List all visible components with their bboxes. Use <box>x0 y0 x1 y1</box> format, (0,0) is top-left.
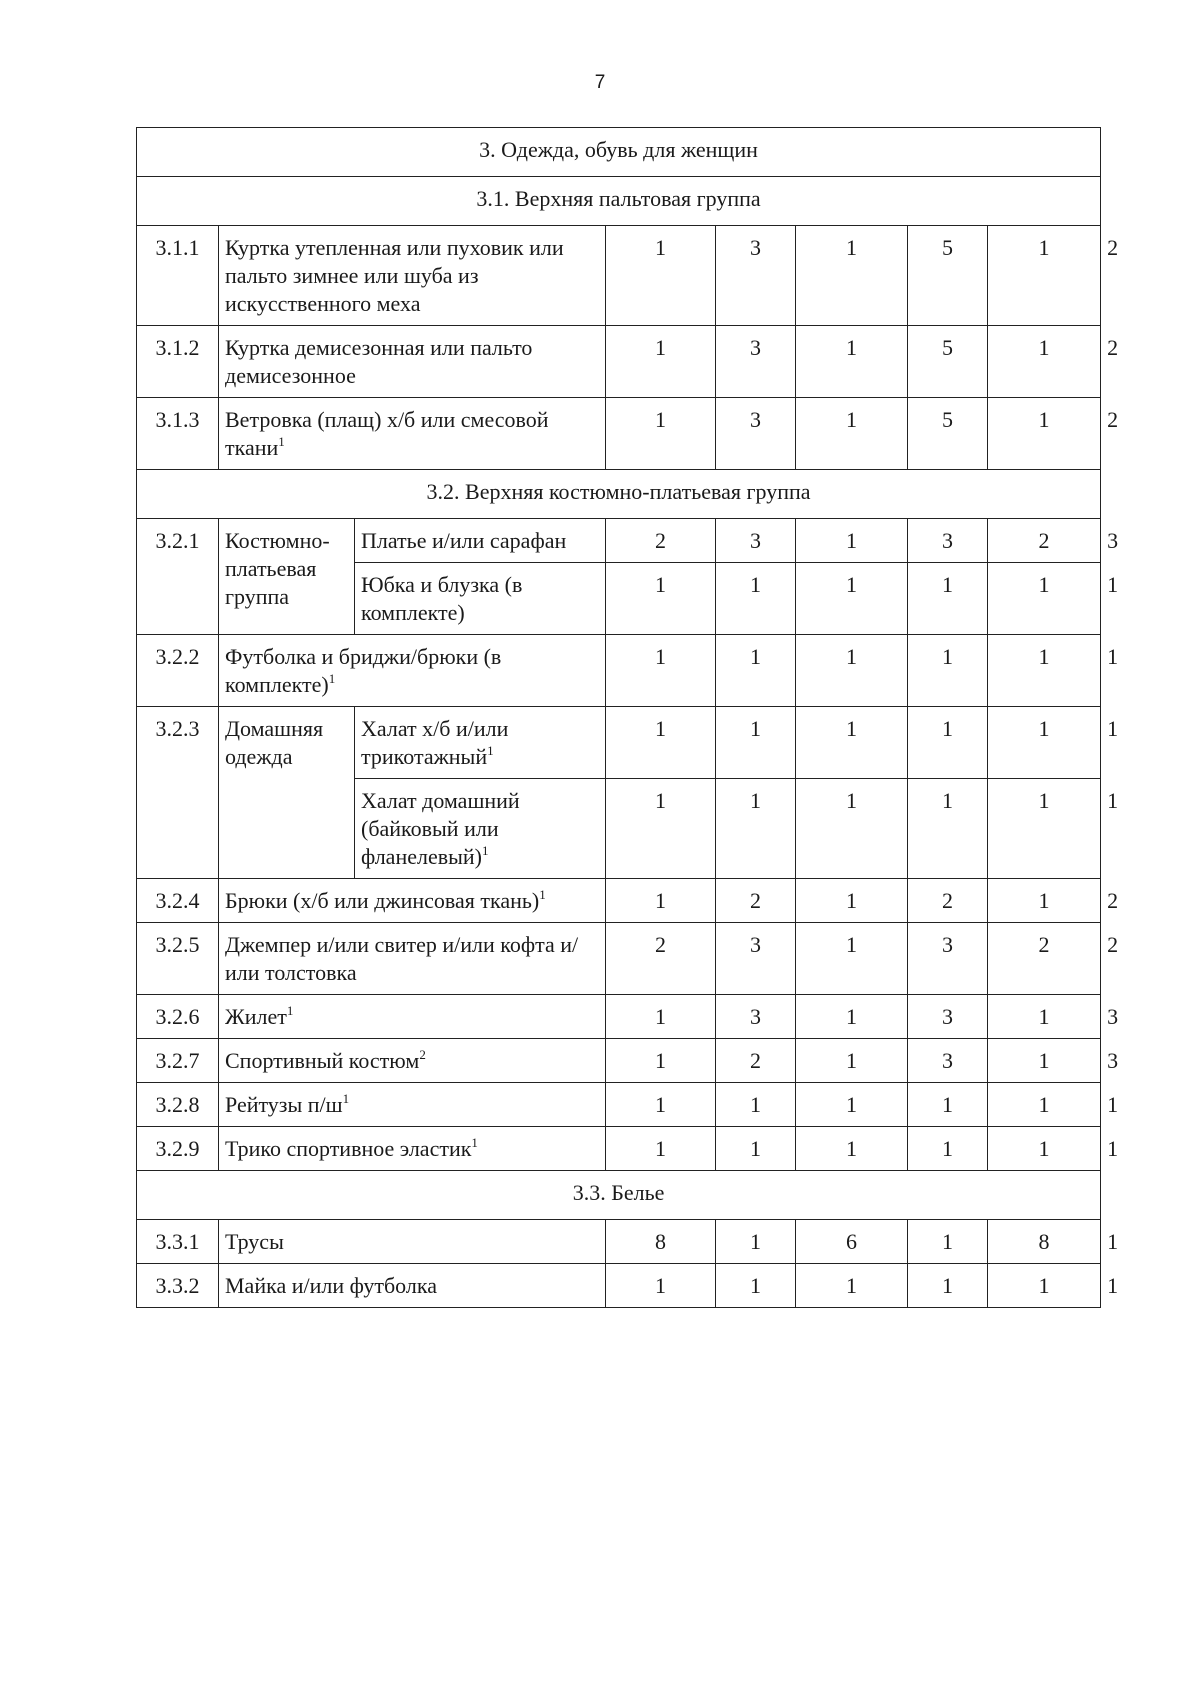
quantity-cell: 1 <box>606 563 716 635</box>
quantity-cell: 1 <box>606 635 716 707</box>
quantity-cell: 3 <box>716 995 796 1039</box>
quantity-cell: 1 <box>716 1264 796 1308</box>
quantity-cell: 3 <box>908 1039 988 1083</box>
item-name <box>219 226 606 326</box>
page-number: 7 <box>594 72 606 93</box>
item-code: 3.2.6 <box>137 995 219 1039</box>
quantity-cell: 1 <box>796 995 908 1039</box>
item-code: 3.1.1 <box>137 226 219 326</box>
quantity-cell: 1 <box>796 779 908 879</box>
item-name <box>355 707 606 779</box>
item-name <box>355 563 606 635</box>
quantity-cell: 1 <box>606 226 716 326</box>
item-name-text: Трусы <box>225 1229 284 1254</box>
quantity-cell: 1 <box>796 226 908 326</box>
quantity-cell: 3 <box>716 519 796 563</box>
quantity-cell: 1 <box>908 779 988 879</box>
item-name-text: Халат домашний (байковый или фланелевый) <box>361 788 520 869</box>
table-row: 3.2.8 Рейтузы п/ш$^1$ 1 1 1 1 1 1 <box>137 1083 1101 1127</box>
quantity-cell: 1 <box>988 563 1101 635</box>
quantity-cell: 1 <box>606 398 716 470</box>
item-name <box>219 1264 606 1308</box>
quantity-cell: 1 <box>796 398 908 470</box>
item-name-text: Юбка и блузка (в комплекте) <box>361 572 523 625</box>
quantity-cell: 1 <box>908 1083 988 1127</box>
item-code: 3.2.8 <box>137 1083 219 1127</box>
quantity-cell: 1 <box>988 326 1101 398</box>
table-row: 3.1.1 Куртка утепленная или пуховик или пальто зимнее или шуба из искусственного меха 1 3 1 5 1 2 <box>137 226 1101 326</box>
quantity-cell: 1 <box>988 635 1101 707</box>
item-name-text: Платье и/или сарафан <box>361 528 567 553</box>
quantity-cell: 1 <box>606 1039 716 1083</box>
quantity-cell: 3 <box>716 326 796 398</box>
quantity-cell: 1 <box>908 1220 988 1264</box>
item-name-text: Футболка и бриджи/брюки (в комплекте) <box>225 644 502 697</box>
table-row: 3.1.2 Куртка демисезонная или пальто демисезонное 1 3 1 5 1 2 <box>137 326 1101 398</box>
quantity-cell: 1 <box>988 779 1101 879</box>
quantity-cell: 1 <box>908 563 988 635</box>
item-name <box>219 923 606 995</box>
footnote-marker: 2 <box>419 1047 426 1062</box>
item-name <box>219 398 606 470</box>
item-name <box>219 326 606 398</box>
quantity-cell: 1 <box>988 226 1101 326</box>
table-row: 3.1.3 Ветровка (плащ) х/б или смесовой ткани$^1$ 1 3 1 5 1 2 <box>137 398 1101 470</box>
quantity-cell: 1 <box>988 879 1101 923</box>
quantity-cell: 2 <box>908 879 988 923</box>
quantity-cell: 3 <box>716 226 796 326</box>
item-code: 3.3.2 <box>137 1264 219 1308</box>
table-row: 3.2.6 Жилет$^1$ 1 3 1 3 1 3 <box>137 995 1101 1039</box>
item-name <box>355 519 606 563</box>
quantity-cell: 1 <box>606 1127 716 1171</box>
quantity-cell: 1 <box>606 995 716 1039</box>
quantity-cell: 3 <box>908 995 988 1039</box>
item-name-text: Джемпер и/или свитер и/или кофта и/или толстовка <box>225 932 579 985</box>
table-row: 3.3.2 Майка и/или футболка 1 1 1 1 1 1 <box>137 1264 1101 1308</box>
footnote-marker: 1 <box>471 1135 478 1150</box>
quantity-cell: 1 <box>606 326 716 398</box>
quantity-cell: 1 <box>796 1039 908 1083</box>
quantity-cell: 1 <box>988 1039 1101 1083</box>
item-name-text: Брюки (х/б или джинсовая ткань) <box>225 888 540 913</box>
item-name-text: Рейтузы п/ш <box>225 1092 343 1117</box>
item-name <box>219 1083 606 1127</box>
quantity-cell: 8 <box>606 1220 716 1264</box>
table-row: 3.2.1 Костюмно-платьевая группа Платье и/или сарафан 2 3 1 3 2 3 <box>137 519 1101 563</box>
item-group-name: Домашняя одежда <box>219 707 355 879</box>
quantity-cell: 1 <box>796 879 908 923</box>
item-name-text: Халат х/б и/или трикотажный <box>361 716 509 769</box>
quantity-cell: 1 <box>796 563 908 635</box>
quantity-cell: 1 <box>988 398 1101 470</box>
item-name <box>219 879 606 923</box>
item-name-text: Трико спортивное эластик <box>225 1136 472 1161</box>
subsection-row <box>137 470 1101 519</box>
quantity-cell: 1 <box>796 707 908 779</box>
item-code: 3.2.9 <box>137 1127 219 1171</box>
quantity-cell: 3 <box>716 923 796 995</box>
quantity-cell: 1 <box>796 519 908 563</box>
quantity-cell: 5 <box>908 226 988 326</box>
quantity-cell: 1 <box>716 635 796 707</box>
item-code: 3.2.2 <box>137 635 219 707</box>
item-name-text: Жилет <box>225 1004 287 1029</box>
quantity-cell: 2 <box>716 1039 796 1083</box>
item-name-text: Ветровка (плащ) х/б или смесовой ткани <box>225 407 549 460</box>
quantity-cell: 1 <box>988 707 1101 779</box>
quantity-cell: 6 <box>796 1220 908 1264</box>
subsection-title: 3.2. Верхняя костюмно-платьевая группа <box>137 470 1101 519</box>
quantity-cell: 2 <box>716 879 796 923</box>
quantity-cell: 1 <box>796 1127 908 1171</box>
item-code: 3.2.5 <box>137 923 219 995</box>
quantity-cell: 1 <box>988 995 1101 1039</box>
quantity-cell: 3 <box>716 398 796 470</box>
quantity-cell: 1 <box>716 1127 796 1171</box>
quantity-cell: 1 <box>796 923 908 995</box>
quantity-cell: 5 <box>908 398 988 470</box>
quantity-cell: 1 <box>606 779 716 879</box>
item-name <box>219 1039 606 1083</box>
quantity-cell: 3 <box>908 923 988 995</box>
footnote-marker: 1 <box>539 887 546 902</box>
quantity-cell: 1 <box>908 635 988 707</box>
item-code: 3.1.3 <box>137 398 219 470</box>
quantity-cell: 1 <box>606 879 716 923</box>
table-row: Юбка и блузка (в комплекте) 1 1 1 1 1 1 <box>137 563 1101 635</box>
quantity-cell: 1 <box>716 707 796 779</box>
footnote-marker: 1 <box>286 1003 294 1018</box>
quantity-cell: 1 <box>606 1083 716 1127</box>
table-row: Халат домашний (байковый или фланелевый)$^1$ 1 1 1 1 1 1 <box>137 779 1101 879</box>
quantity-cell: 1 <box>716 779 796 879</box>
quantity-cell: 2 <box>988 923 1101 995</box>
item-name-text: Куртка утепленная или пуховик или пальто зимнее или шуба из искусственного меха <box>225 235 564 316</box>
item-name-text: Куртка демисезонная или пальто демисезонное <box>225 335 533 388</box>
quantity-cell: 2 <box>988 519 1101 563</box>
item-name <box>219 995 606 1039</box>
item-name <box>219 1220 606 1264</box>
subsection-title: 3.1. Верхняя пальтовая группа <box>137 177 1101 226</box>
quantity-cell: 5 <box>908 326 988 398</box>
quantity-cell: 1 <box>796 1264 908 1308</box>
quantity-cell: 1 <box>988 1083 1101 1127</box>
item-name <box>219 635 606 707</box>
item-name <box>219 1127 606 1171</box>
item-code: 3.1.2 <box>137 326 219 398</box>
quantity-cell: 1 <box>716 1220 796 1264</box>
quantity-cell: 1 <box>716 1083 796 1127</box>
item-name-text: Майка и/или футболка <box>225 1273 437 1298</box>
quantity-cell: 1 <box>796 326 908 398</box>
quantity-cell: 2 <box>606 519 716 563</box>
quantity-cell: 1 <box>988 1127 1101 1171</box>
footnote-marker: 1 <box>482 843 489 858</box>
item-code: 3.2.7 <box>137 1039 219 1083</box>
section-row <box>137 128 1101 177</box>
item-name-text: Спортивный костюм <box>225 1048 420 1073</box>
table-row: 3.2.4 Брюки (х/б или джинсовая ткань)$^1$ 1 2 1 2 1 2 <box>137 879 1101 923</box>
subsection-title: 3.3. Белье <box>137 1171 1101 1220</box>
subsection-row <box>137 177 1101 226</box>
quantity-cell: 1 <box>716 563 796 635</box>
quantity-cell: 1 <box>908 1127 988 1171</box>
quantity-cell: 1 <box>908 1264 988 1308</box>
item-code: 3.3.1 <box>137 1220 219 1264</box>
table-row: 3.2.3 Домашняя одежда Халат х/б и/или трикотажный$^1$ 1 1 1 1 1 1 <box>137 707 1101 779</box>
quantity-cell: 1 <box>606 707 716 779</box>
table-row: 3.2.9 Трико спортивное эластик$^1$ 1 1 1 1 1 1 <box>137 1127 1101 1171</box>
footnote-marker: 1 <box>328 671 336 686</box>
quantity-cell: 2 <box>606 923 716 995</box>
norms-table <box>136 127 1119 1308</box>
table-row: 3.2.2 Футболка и бриджи/брюки (в комплекте)$^1$ 1 1 1 1 1 1 <box>137 635 1101 707</box>
quantity-cell: 1 <box>796 1083 908 1127</box>
table-row: 3.3.1 Трусы 8 1 6 1 8 1 <box>137 1220 1101 1264</box>
quantity-cell: 3 <box>908 519 988 563</box>
subsection-row <box>137 1171 1101 1220</box>
quantity-cell: 1 <box>606 1264 716 1308</box>
table-row: 3.2.5 Джемпер и/или свитер и/или кофта и/или толстовка 2 3 1 3 2 2 <box>137 923 1101 995</box>
item-group-name: Костюмно-платьевая группа <box>219 519 355 635</box>
item-name <box>355 779 606 879</box>
item-code: 3.2.3 <box>137 707 219 879</box>
section-title: 3. Одежда, обувь для женщин <box>137 128 1101 177</box>
quantity-cell: 8 <box>988 1220 1101 1264</box>
footnote-marker: 1 <box>278 434 285 449</box>
item-code: 3.2.1 <box>137 519 219 635</box>
item-code: 3.2.4 <box>137 879 219 923</box>
quantity-cell: 1 <box>796 635 908 707</box>
quantity-cell: 1 <box>988 1264 1101 1308</box>
table-row: 3.2.7 Спортивный костюм$^2$ 1 2 1 3 1 3 <box>137 1039 1101 1083</box>
footnote-marker: 1 <box>487 743 494 758</box>
quantity-cell: 1 <box>908 707 988 779</box>
table-body <box>137 128 1119 1308</box>
footnote-marker: 1 <box>342 1091 350 1106</box>
